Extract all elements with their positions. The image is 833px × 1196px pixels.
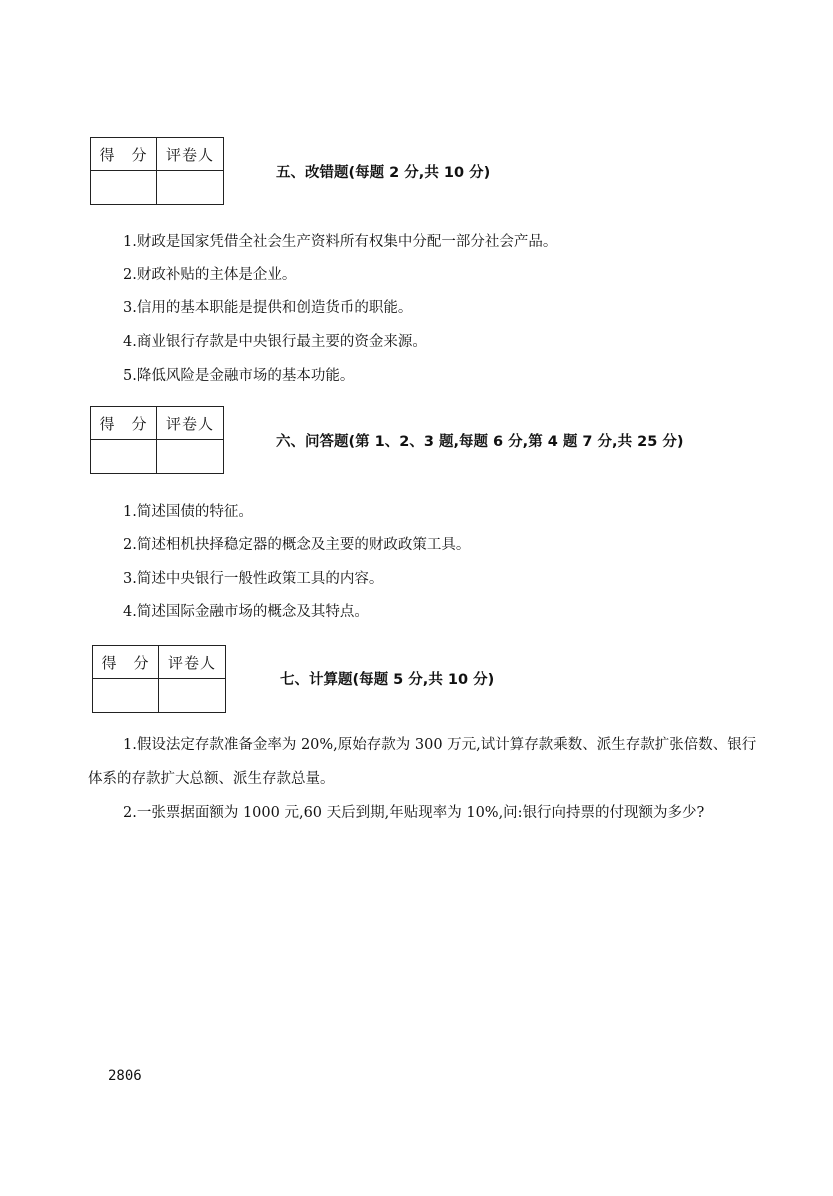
grader-label: 评卷人 [157, 138, 223, 171]
score-box [90, 406, 224, 474]
section-title: 七、计算题(每题 5 分,共 10 分) [280, 672, 495, 688]
question: 4.商业银行存款是中央银行最主要的资金来源。 [123, 334, 427, 350]
question: 2.财政补贴的主体是企业。 [123, 267, 297, 283]
grader-cell [157, 171, 223, 204]
score-label: 得 分 [91, 407, 157, 440]
question: 5.降低风险是金融市场的基本功能。 [123, 368, 355, 384]
question: 1.简述国债的特征。 [123, 504, 253, 520]
score-cell [93, 679, 159, 712]
question: 2.一张票据面额为 1000 元,60 天后到期,年贴现率为 10%,问:银行向持票的付现额为多少? [123, 805, 705, 821]
score-label: 得 分 [91, 138, 157, 171]
score-cell [91, 171, 157, 204]
question: 1.假设法定存款准备金率为 20%,原始存款为 300 万元,试计算存款乘数、派生存款扩张倍数、银行体系的存款扩大总额、派生存款总量。 [88, 737, 757, 787]
grader-label: 评卷人 [157, 407, 223, 440]
question: 3.信用的基本职能是提供和创造货币的职能。 [123, 300, 413, 316]
grader-label: 评卷人 [159, 646, 225, 679]
section-title: 五、改错题(每题 2 分,共 10 分) [276, 165, 491, 181]
section-title: 六、问答题(第 1、2、3 题,每题 6 分,第 4 题 7 分,共 25 分) [276, 434, 684, 450]
question: 2.简述相机抉择稳定器的概念及主要的财政政策工具。 [123, 537, 471, 553]
score-cell [91, 440, 157, 473]
question: 4.简述国际金融市场的概念及其特点。 [123, 604, 369, 620]
grader-cell [157, 440, 223, 473]
grader-cell [159, 679, 225, 712]
score-label: 得 分 [93, 646, 159, 679]
score-box [90, 137, 224, 205]
question: 1.财政是国家凭借全社会生产资料所有权集中分配一部分社会产品。 [123, 234, 558, 250]
score-box [92, 645, 226, 713]
question: 3.简述中央银行一般性政策工具的内容。 [123, 571, 384, 587]
page-number: 2806 [108, 1068, 142, 1084]
